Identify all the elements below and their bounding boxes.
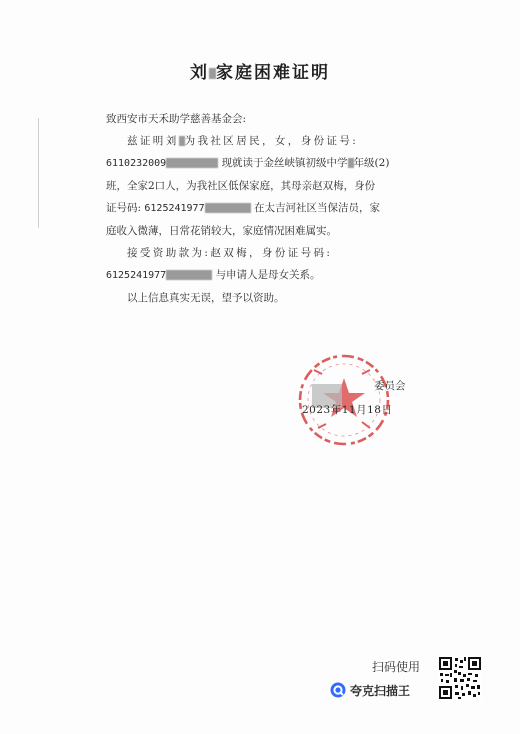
paragraph-2-line-1: 接受资助款为:赵双梅，身份证号码: <box>127 247 333 259</box>
paragraph-1-line-5: 庭收入微薄，日常花销较大，家庭情况困难属实。 <box>106 225 337 237</box>
title-surname: 刘 <box>190 63 209 83</box>
redaction-mark <box>348 158 354 168</box>
p1-mother-id: 6125241977 <box>144 203 205 214</box>
signature-date: 2023年11月18日 <box>302 404 393 416</box>
paragraph-1-line-2 <box>106 152 418 175</box>
paragraph-1-line-1 <box>106 130 418 152</box>
paragraph-1-line-3: 班，全家2口人，为我社区低保家庭，其母亲赵双梅，身份 <box>106 180 376 192</box>
p1-i: 在太吉河社区当保洁员，家 <box>253 202 380 214</box>
redaction-mark <box>179 136 185 146</box>
brand-name: 夸克扫描王 <box>350 683 411 698</box>
paragraph-3: 以上信息真实无误，望予以资助。 <box>127 292 285 304</box>
signature-organization: 委员会 <box>374 380 406 392</box>
scanner-brand <box>330 680 410 700</box>
document-title <box>0 58 520 83</box>
p1-id-number: 6110232009 <box>106 158 167 169</box>
scan-edge-line <box>38 118 39 228</box>
redaction-mark <box>166 270 212 280</box>
redaction-mark <box>209 68 216 79</box>
official-seal-icon <box>292 348 396 452</box>
qr-code-icon[interactable] <box>438 656 482 700</box>
quark-logo-icon <box>330 682 346 698</box>
p2-c: 与申请人是母女关系。 <box>215 269 321 281</box>
p1-a: 兹证明刘 <box>127 135 179 147</box>
title-text: 家庭困难证明 <box>216 63 330 83</box>
paragraph-2-line-2 <box>106 264 418 287</box>
redaction-mark <box>166 158 218 168</box>
scan-to-use-caption: 扫码使用 <box>372 660 421 674</box>
paragraph-1-line-4 <box>106 197 418 220</box>
redaction-mark <box>205 203 251 213</box>
p1-b: 为我社区居民，女，身份证号: <box>184 135 359 147</box>
p1-e: 年级(2) <box>353 157 390 169</box>
p2-id-number: 6125241977 <box>106 270 167 281</box>
p1-g: 证号码: <box>106 202 142 214</box>
certificate-body <box>106 108 418 309</box>
p1-d: 现就读于金丝峡镇初级中学 <box>221 157 348 169</box>
salutation: 致西安市天禾助学慈善基金会: <box>106 113 247 125</box>
